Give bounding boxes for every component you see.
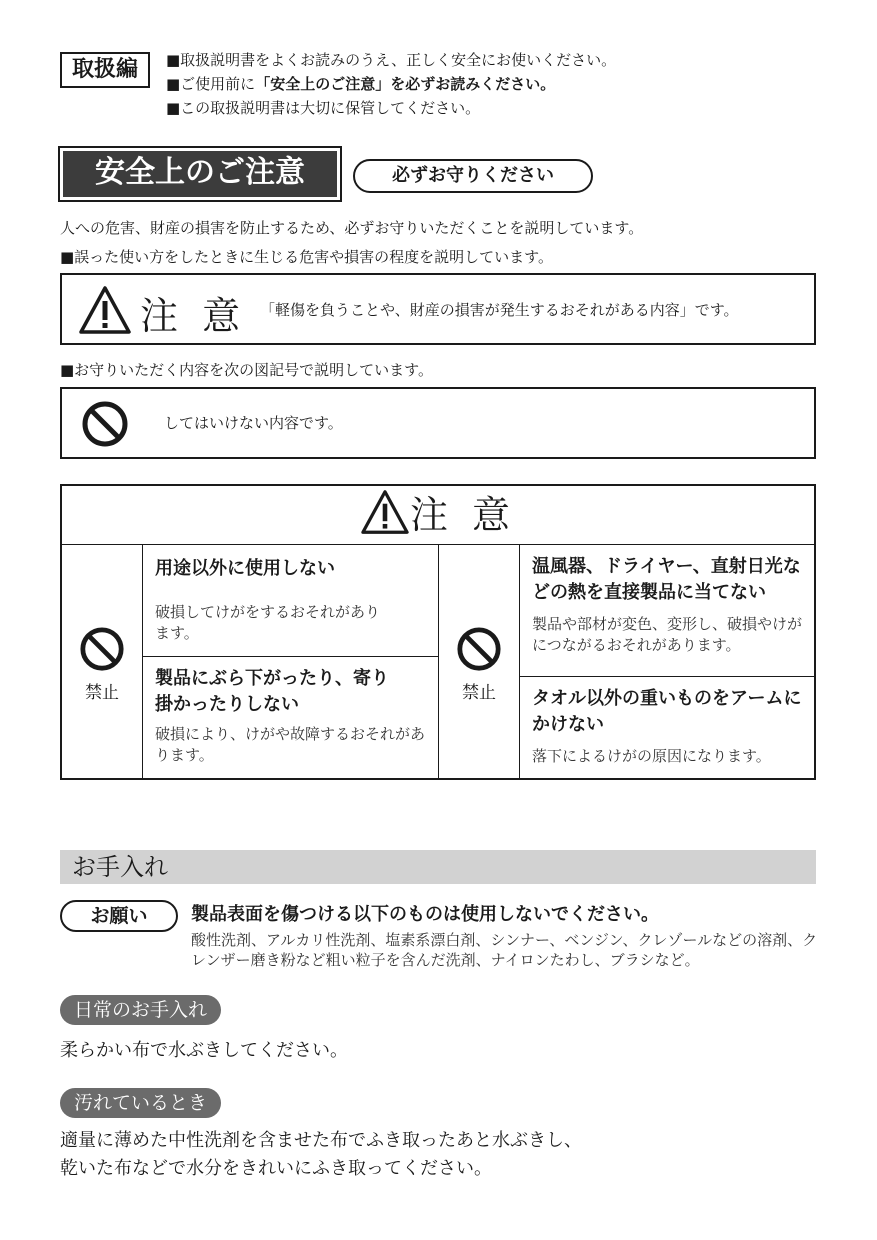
caution-item-4-desc: 落下によるけがの原因になります。 bbox=[532, 747, 771, 765]
caution-definition-box bbox=[60, 273, 816, 345]
intro-line-1: ■取扱説明書をよくお読みのうえ、正しく安全にお使いください。 bbox=[166, 51, 617, 69]
caution-label: 注 意 bbox=[140, 294, 247, 338]
care-section-title: お手入れ bbox=[60, 850, 816, 884]
request-heading: 製品表面を傷つける以下のものは使用しないでください。 bbox=[191, 904, 659, 925]
request-pill: お願い bbox=[60, 900, 178, 932]
caution-item-3 bbox=[532, 554, 807, 656]
safety-title-box bbox=[58, 146, 342, 202]
warning-triangle-icon bbox=[78, 285, 132, 335]
prohibition-icon bbox=[79, 626, 125, 672]
dirty-care-pill: 汚れているとき bbox=[60, 1088, 221, 1118]
caution-table-header bbox=[62, 486, 814, 544]
caution-item-1-desc: 破損してけがをするおそれがあります。 bbox=[155, 603, 381, 642]
warning-triangle-icon bbox=[360, 489, 410, 535]
caution-table-title: 注 意 bbox=[409, 493, 517, 537]
caution-item-2 bbox=[155, 666, 430, 766]
section-tag: 取扱編 bbox=[60, 52, 150, 88]
caution-item-1-head: 用途以外に使用しない bbox=[155, 558, 335, 579]
dirty-care-text-1: 適量に薄めた中性洗剤を含ませた布でふき取ったあと水ぶきし、 bbox=[60, 1130, 582, 1151]
prohibit-description: してはいけない内容です。 bbox=[164, 414, 343, 432]
request-description: 酸性洗剤、アルカリ性洗剤、塩素系漂白剤、シンナー、ベンジン、クレゾールなどの溶剤、クレンザー磨き粉など粗い粒子を含んだ洗剤、ナイロンたわし、ブラシなど。 bbox=[191, 931, 818, 969]
degree-note: ■誤った使い方をしたときに生じる危害や損害の程度を説明しています。 bbox=[60, 248, 553, 266]
prohibit-definition-box bbox=[60, 387, 816, 459]
safety-description: 人への危害、財産の損害を防止するため、必ずお守りいただくことを説明しています。 bbox=[60, 219, 644, 237]
caution-item-1 bbox=[155, 556, 430, 644]
must-follow-pill: 必ずお守りください bbox=[353, 159, 593, 193]
intro-line-3: ■この取扱説明書は大切に保管してください。 bbox=[166, 99, 481, 117]
intro-line-2-bold: 「安全上のご注意」を必ずお読みください。 bbox=[255, 75, 556, 93]
caution-item-4 bbox=[532, 686, 807, 767]
prohibition-icon bbox=[81, 400, 129, 448]
intro-line-2 bbox=[166, 73, 555, 95]
caution-item-3-desc: 製品や部材が変色、変形し、破損やけがにつながるおそれがあります。 bbox=[532, 615, 803, 654]
caution-description: 「軽傷を負うことや、財産の損害が発生するおそれがある内容」です。 bbox=[260, 301, 739, 319]
caution-table bbox=[60, 484, 816, 780]
caution-item-3-head: 温風器、ドライヤー、直射日光などの熱を直接製品に当てない bbox=[532, 556, 801, 603]
caution-item-2-desc: 破損により、けがや故障するおそれがあります。 bbox=[155, 725, 426, 764]
prohibit-label-right: 禁止 bbox=[462, 683, 496, 703]
safety-title: 安全上のご注意 bbox=[63, 151, 337, 197]
intro-line-2-prefix: ■ご使用前に bbox=[166, 75, 256, 93]
caution-item-4-head: タオル以外の重いものをアームにかけない bbox=[532, 688, 802, 735]
daily-care-pill: 日常のお手入れ bbox=[60, 995, 221, 1025]
dirty-care-text-2: 乾いた布などで水分をきれいにふき取ってください。 bbox=[60, 1158, 492, 1179]
prohibit-label-left: 禁止 bbox=[85, 683, 119, 703]
symbol-note: ■お守りいただく内容を次の図記号で説明しています。 bbox=[60, 361, 433, 379]
caution-item-2-head: 製品にぶら下がったり、寄り掛かったりしない bbox=[155, 668, 389, 715]
prohibition-icon bbox=[456, 626, 502, 672]
daily-care-text: 柔らかい布で水ぶきしてください。 bbox=[60, 1040, 348, 1061]
